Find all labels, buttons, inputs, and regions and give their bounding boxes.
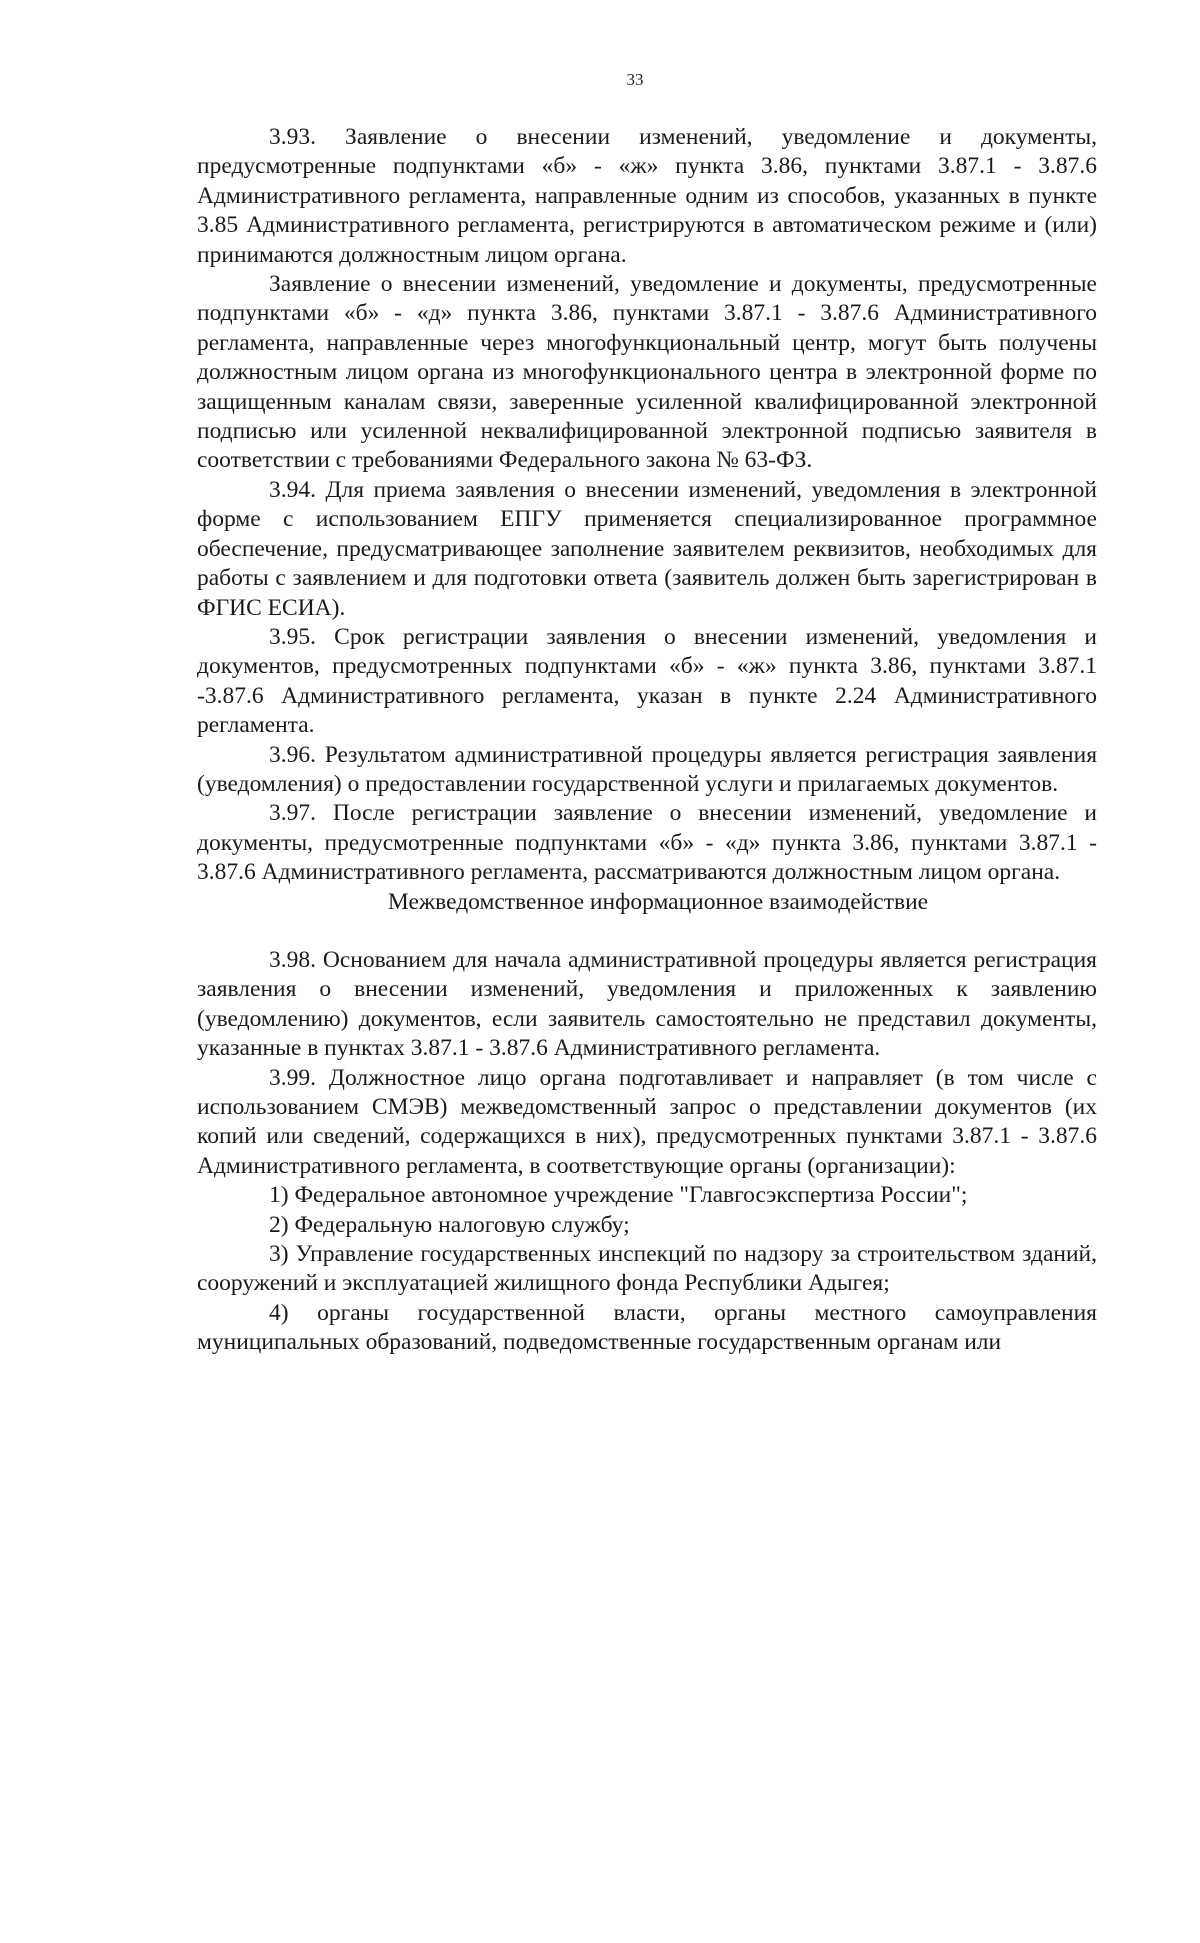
document-body <box>197 123 1097 1358</box>
list-item-1: 1) Федеральное автономное учреждение "Главгосэкспертиза России"; <box>269 1182 968 1209</box>
paragraph-3-97: 3.97. После регистрации заявление о внесении изменений, уведомление и документы, предусмотренные подпунктами «б» - «д» пункта 3.86, пунктами 3.87.1 - 3.87.6 Административного регламента, рассматриваются должностным лицом органа. <box>197 800 1097 886</box>
paragraph-3-93: 3.93. Заявление о внесении изменений, уведомление и документы, предусмотренные подпунктами «б» - «ж» пункта 3.86, пунктами 3.87.1 - 3.87.6 Административного регламента, направленные одним из способов, указанных в пункте 3.85 Административного регламента, регистрируются в автоматическом режиме и (или) принимаются должностным лицом органа. <box>197 124 1097 268</box>
list-item-2: 2) Федеральную налоговую службу; <box>269 1211 630 1238</box>
paragraph-3-99: 3.99. Должностное лицо органа подготавливает и направляет (в том числе с использованием СМЭВ) межведомственный запрос о представлении документов (их копий или сведений, содержащихся в них), предусмотренных пунктами 3.87.1 - 3.87.6 Административного регламента, в соответствующие органы (организации): <box>197 1064 1097 1179</box>
paragraph-3-94: 3.94. Для приема заявления о внесении изменений, уведомления в электронной форме с использованием ЕПГУ применяется специализированное программное обеспечение, предусматривающее заполнение заявителем реквизитов, необходимых для работы с заявлением и для подготовки ответа (заявитель должен быть зарегистрирован в ФГИС ЕСИА). <box>197 476 1097 621</box>
list-item-3: 3) Управление государственных инспекций по надзору за строительством зданий, сооружений и эксплуатацией жилищного фонда Республики Адыгея; <box>197 1241 1097 1297</box>
paragraph-3-95: 3.95. Срок регистрации заявления о внесении изменений, уведомления и документов, предусмотренных подпунктами «б» - «ж» пункта 3.86, пунктами 3.87.1 -3.87.6 Административного регламента, указан в пункте 2.24 Административного регламента. <box>197 623 1097 739</box>
section-heading: Межведомственное информационное взаимодействие <box>387 888 929 915</box>
list-item-4: 4) органы государственной власти, органы местного самоуправления муниципальных образований, подведомственные государственным органам или <box>197 1299 1097 1356</box>
paragraph-3-98: 3.98. Основанием для начала административной процедуры является регистрация заявления о внесении изменений, уведомления и приложенных к заявлению (уведомлению) документов, если заявитель самостоятельно не представил документы, указанные в пунктах 3.87.1 - 3.87.6 Административного регламента. <box>197 946 1097 1062</box>
paragraph-3-96: 3.96. Результатом административной процедуры является регистрация заявления (уведомления) о предоставлении государственной услуги и прилагаемых документов. <box>197 741 1097 797</box>
page-number: 33 <box>626 70 644 89</box>
paragraph-3-93-continued: Заявление о внесении изменений, уведомление и документы, предусмотренные подпунктами «б» - «д» пункта 3.86, пунктами 3.87.1 - 3.87.6 Административного регламента, направленные через многофункциональный центр, могут быть получены должностным лицом органа из многофункционального центра в электронной форме по защищенным каналам связи, заверенные усиленной квалифицированной электронной подписью или усиленной неквалифицированной электронной подписью заявителя в соответствии с требованиями Федерального закона № 63-ФЗ. <box>197 271 1097 474</box>
